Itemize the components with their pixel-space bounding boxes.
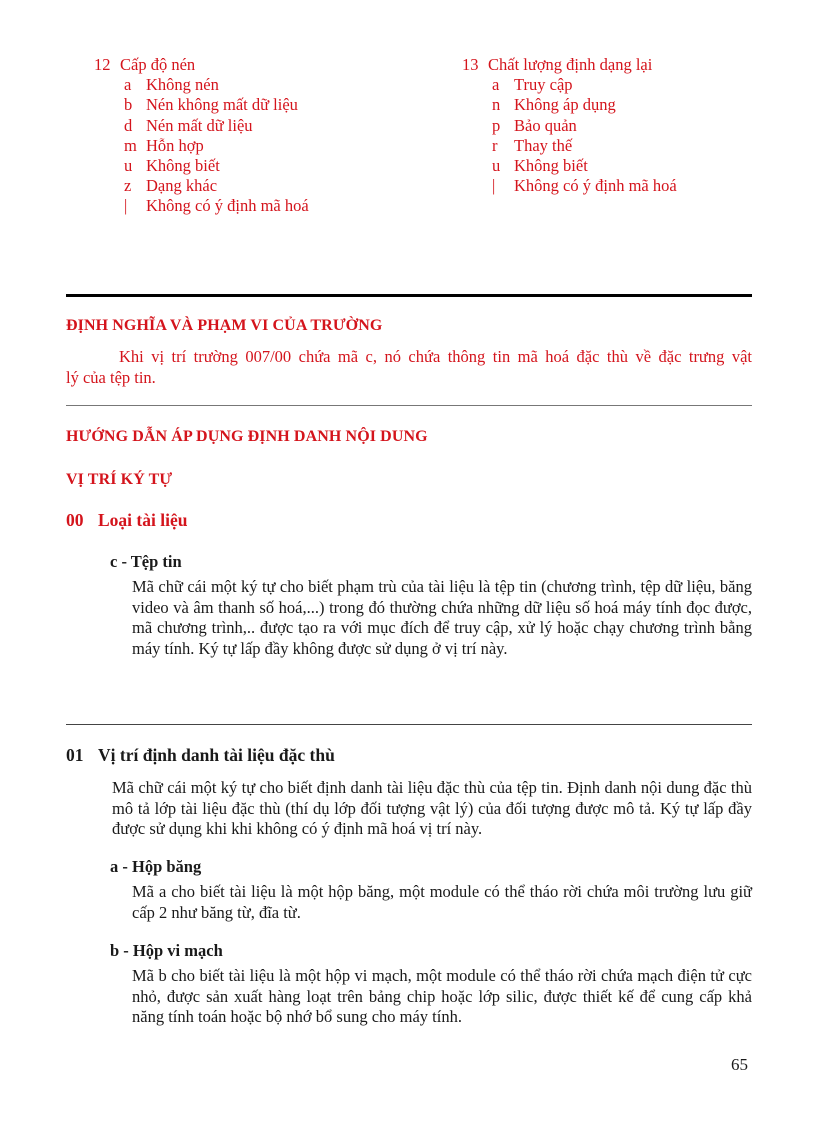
guidelines-heading: HƯỚNG DẪN ÁP DỤNG ĐỊNH DANH NỘI DUNG [66,428,428,445]
list-item [124,176,309,196]
section-divider-thin [66,405,752,406]
definition-heading: ĐỊNH NGHĨA VÀ PHẠM VI CỦA TRƯỜNG [66,317,383,334]
field-13-heading [462,55,677,75]
list-item-label: Thay thế [514,135,573,155]
definition-body-line-2: lý của tệp tin. [66,368,156,387]
list-item-code: m [124,135,137,155]
field-13-number: 13 [462,55,479,74]
position-00-title [66,510,187,531]
list-item-code: p [492,115,501,135]
list-item [492,176,677,196]
code-c-title: c - Tệp tin [110,552,182,571]
section-divider-thick [66,294,752,297]
list-item-code: z [124,176,132,196]
list-item [492,156,677,176]
list-item [124,116,309,136]
list-item-label: Nén mất dữ liệu [146,115,253,135]
list-item-code: | [124,196,128,216]
list-item-label: Truy cập [514,75,573,95]
list-item-label: Nén không mất dữ liệu [146,95,298,115]
list-item [124,196,309,216]
list-item-label: Không áp dụng [514,95,616,115]
positions-heading: VỊ TRÍ KÝ TỰ [66,471,173,488]
field-13-title: Chất lượng định dạng lại [488,55,653,74]
list-item-code: r [492,135,498,155]
list-item [124,156,309,176]
code-a-description: Mã a cho biết tài liệu là một hộp băng, một module có thể tháo rời chứa môi trường lưu giữ cấp 2 như băng từ, đĩa từ. [132,882,752,922]
list-item-code: | [492,176,496,196]
list-item-label: Bảo quản [514,115,577,135]
list-item-code: n [492,95,501,115]
position-01-number: 01 [66,745,84,765]
list-item [492,116,677,136]
position-00-label: Loại tài liệu [98,510,188,530]
list-item-label: Hỗn hợp [146,135,204,155]
list-item-label: Không nén [146,75,219,95]
code-b-description: Mã b cho biết tài liệu là một hộp vi mạch, một module có thể tháo rời chứa mạch điện tử cực nhỏ, được sản xuất hàng loạt trên bảng chip hoặc lớp silic, được thiết kế để cung cấp khả năng tính toán hoặc bộ nhớ bổ sung cho máy tính. [132,966,752,1026]
position-01-description: Mã chữ cái một ký tự cho biết định danh tài liệu đặc thù của tệp tin. Định danh nội dung đặc thù mô tả lớp tài liệu đặc thù (thí dụ lớp đối tượng vật lý) của đối tượng được mô tả. Ký tự lấp đầy được sử dụng khi khi không có ý định mã hoá vị trí này. [112,778,752,838]
list-item-code: a [124,75,132,95]
field-12-heading [94,55,309,75]
list-item [492,95,677,115]
list-item [124,75,309,95]
code-a-title: a - Hộp băng [110,857,202,876]
list-item-code: u [492,156,501,176]
list-item-label: Dạng khác [146,176,218,196]
field-13-list [462,55,677,196]
list-item [492,136,677,156]
list-item [124,136,309,156]
code-b-title: b - Hộp vi mạch [110,941,223,960]
position-01-title [66,745,335,766]
list-item [124,95,309,115]
list-item [492,75,677,95]
field-12-number: 12 [94,55,111,74]
list-item-code: d [124,115,133,135]
position-01-label: Vị trí định danh tài liệu đặc thù [98,745,335,765]
page-number: 65 [731,1055,748,1074]
list-item-label: Không biết [146,156,220,176]
position-00-number: 00 [66,510,84,530]
field-12-list [94,55,309,217]
definition-body-line-1: Khi vị trí trường 007/00 chứa mã c, nó chứa thông tin mã hoá đặc thù về đặc trưng vật [119,347,752,366]
list-item-code: u [124,156,133,176]
list-item-code: b [124,95,133,115]
list-item-label: Không biết [514,156,588,176]
list-item-code: a [492,75,500,95]
list-item-label: Không có ý định mã hoá [514,176,677,196]
field-12-title: Cấp độ nén [120,55,196,74]
list-item-label: Không có ý định mã hoá [146,196,309,216]
section-divider [66,724,752,725]
code-c-description: Mã chữ cái một ký tự cho biết phạm trù của tài liệu là tệp tin (chương trình, tệp dữ liệu, băng video và âm thanh số hoá,...) trong đó thường chứa những dữ liệu số hoá máy tính đọc được, mã chương trình,.. được tạo ra với mục đích để truy cập, xử lý hoặc chạy chương trình bằng máy tính. Ký tự lấp đầy không được sử dụng ở vị trí này. [132,577,752,658]
